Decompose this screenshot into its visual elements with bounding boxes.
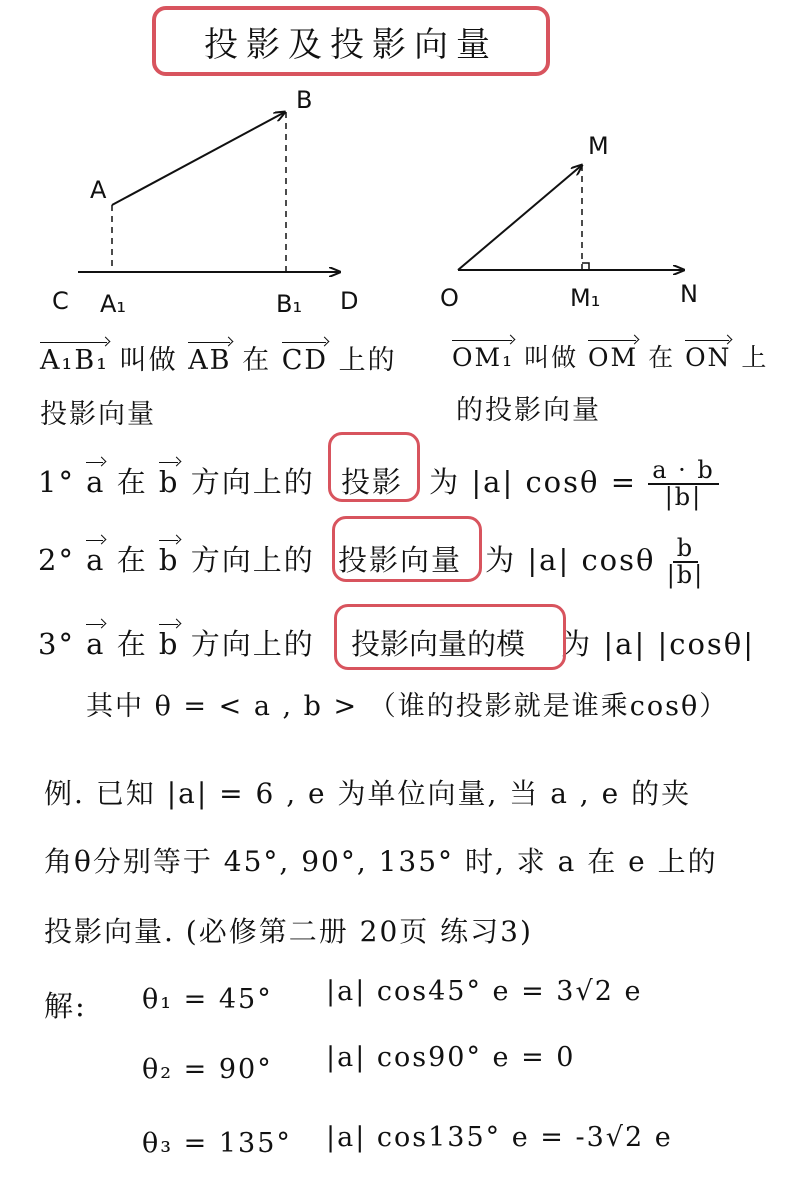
point-c: C <box>52 287 69 315</box>
solution-theta-3: θ₃ = 135° <box>142 1128 292 1159</box>
solution-expr-2: |a| cos90° e = 0 <box>326 1042 576 1073</box>
vector-ab-label: AB <box>188 345 232 376</box>
vector-cd-label: CD <box>281 345 329 376</box>
highlight-box-2 <box>332 516 482 582</box>
fraction-1: $\frac{a \cdot b}{|b|}$ <box>648 458 719 510</box>
point-b1: B₁ <box>276 290 303 318</box>
item-1: 1° a 在 b 方向上的 投影 为 |a| cosθ = $\frac{a \cdot b}{|b|}$ <box>38 458 719 510</box>
right-angle-mark <box>582 263 589 270</box>
vector-on-label: ON <box>685 343 732 372</box>
highlight-box-1 <box>328 432 420 502</box>
left-caption-line1: A₁B₁ 叫做 AB 在 CD 上的 <box>40 345 397 376</box>
solution-expr-1: |a| cos45° e = 3√2 e <box>326 976 643 1007</box>
point-n: N <box>680 280 698 308</box>
item-3: 3° a 在 b 方向上的 投影向量的模 为 |a| |cosθ| <box>38 622 755 663</box>
point-d: D <box>340 287 359 315</box>
point-a1: A₁ <box>100 290 127 318</box>
fraction-2: $\frac{b}{|b|}$ <box>666 534 705 590</box>
vector-om-label: OM <box>588 343 639 372</box>
solution-label: 解: <box>44 989 87 1023</box>
vector-ab <box>112 112 285 205</box>
example-line-3: 投影向量. (必修第二册 20页 练习3) <box>44 915 533 948</box>
vector-om1: OM₁ <box>452 343 515 372</box>
right-caption-line1: OM₁ 叫做 OM 在 ON 上 <box>452 343 769 372</box>
point-m1: M₁ <box>570 284 601 312</box>
right-caption-line2: 的投影向量 <box>456 395 601 426</box>
solution-expr-3: |a| cos135° e = -3√2 e <box>326 1122 673 1153</box>
term-projection: 投影 <box>340 465 403 500</box>
page-title: 投影及投影向量 <box>204 24 498 65</box>
point-o: O <box>440 284 459 312</box>
example-line-2: 角θ分别等于 45°, 90°, 135° 时, 求 a 在 e 上的 <box>44 845 718 878</box>
point-m: M <box>588 132 609 160</box>
term-projection-vector: 投影向量 <box>337 543 462 578</box>
item-2: 2° a 在 b 方向上的 投影向量 为 |a| cosθ $\frac{b}{|b|}$ <box>38 534 705 590</box>
highlight-box-3 <box>334 604 566 670</box>
solution-theta-1: θ₁ = 45° <box>142 984 273 1015</box>
solution-theta-2: θ₂ = 90° <box>142 1054 273 1085</box>
vector-om <box>458 165 582 270</box>
note-line: 其中 θ = < a , b > （谁的投影就是谁乘cosθ） <box>86 691 729 722</box>
left-caption-line2: 投影向量 <box>40 399 156 430</box>
term-projection-vector-magnitude: 投影向量的模 <box>350 627 525 661</box>
example-line-1: 例. 已知 |a| = 6 , e 为单位向量, 当 a , e 的夹 <box>44 777 692 810</box>
point-a: A <box>90 176 107 204</box>
point-b: B <box>296 86 313 114</box>
vector-a1b1: A₁B₁ <box>40 345 109 376</box>
